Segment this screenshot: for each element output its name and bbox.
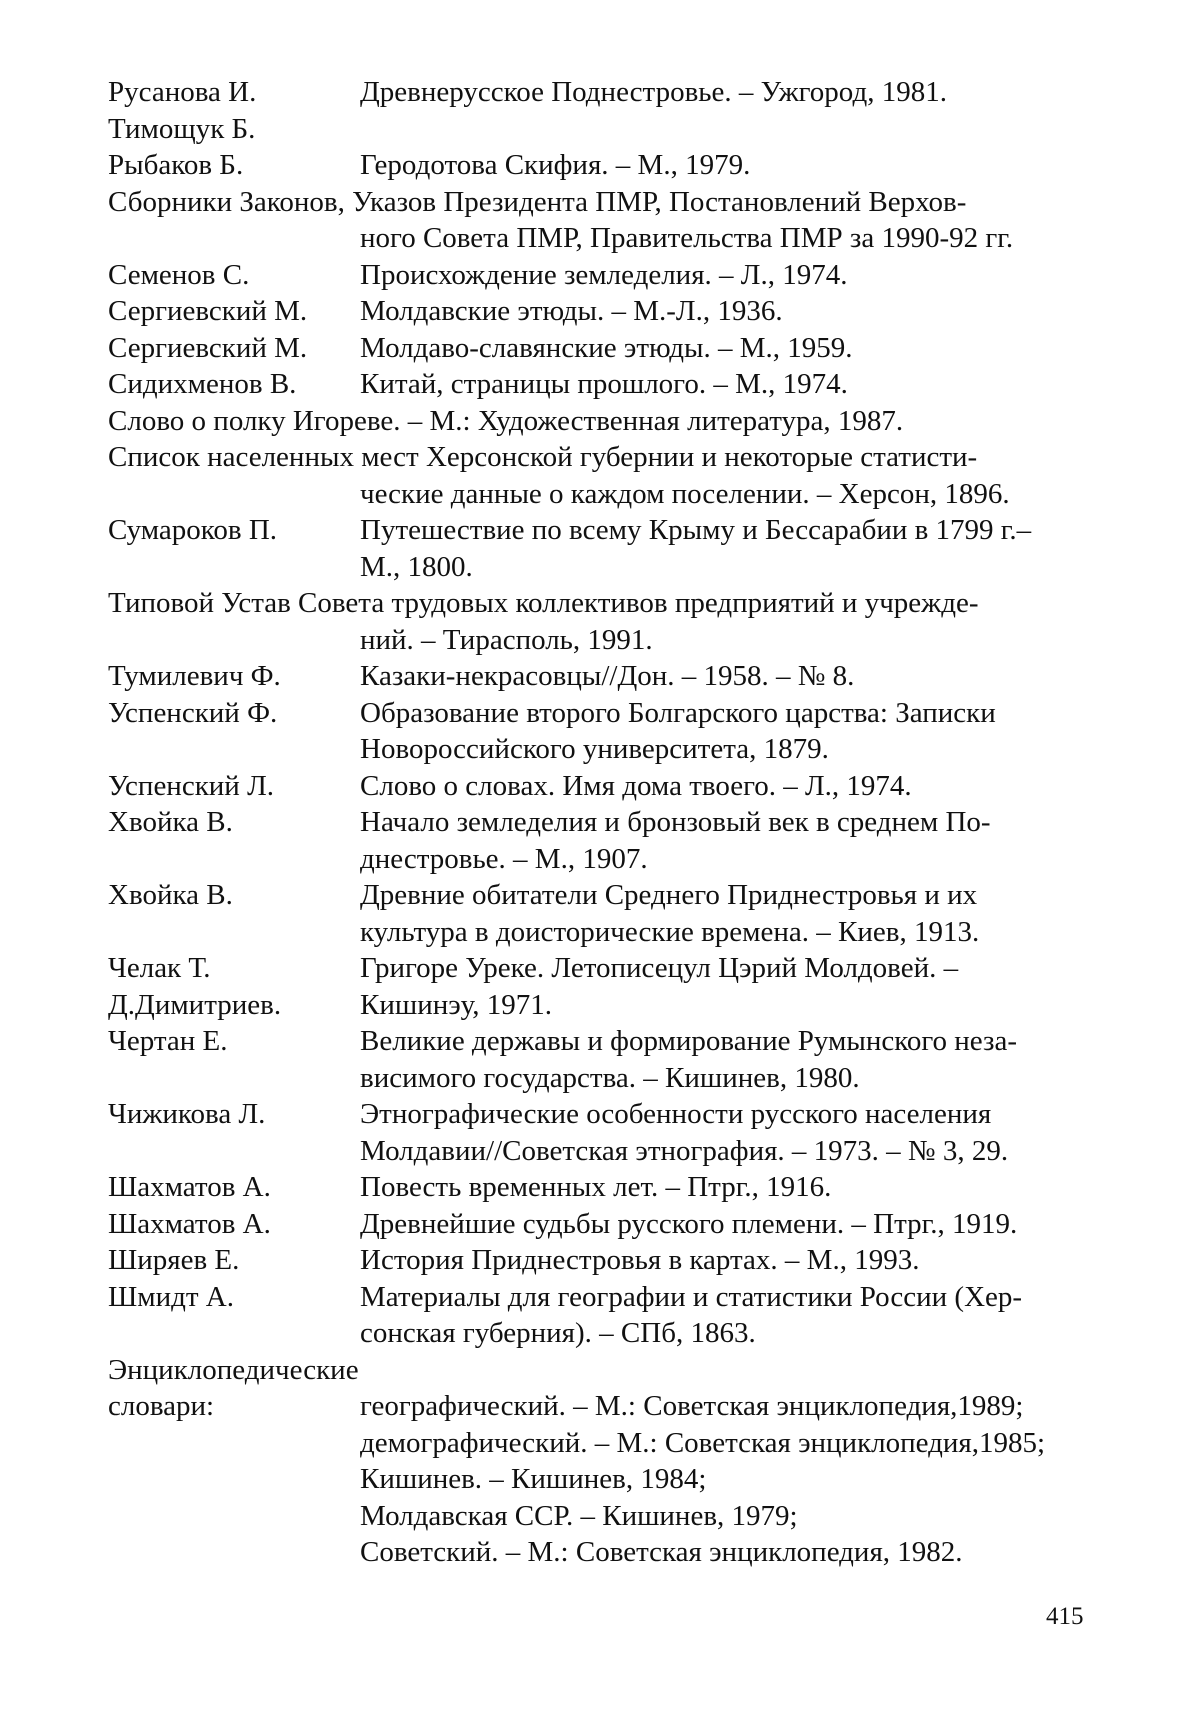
bibliography-entry-full	[108, 403, 1088, 440]
work-line: Повесть временных лет. – Птрг., 1916.	[360, 1171, 832, 1203]
work-line: демографический. – М.: Советская энциклопедия,1985;	[360, 1426, 1046, 1459]
entry-work	[360, 293, 1088, 330]
entry-first-line: Типовой Устав Совета трудовых коллективов предприятий и учрежде-	[108, 587, 979, 619]
bibliography-entry	[108, 1388, 1088, 1571]
work-line: Древнерусское Поднестровье. – Ужгород, 1981.	[360, 76, 947, 108]
entry-author: Рыбаков Б.	[108, 149, 244, 181]
entry-work	[360, 768, 1088, 805]
entry-work	[360, 1096, 1088, 1169]
work-line: Молдавские этюды. – М.-Л., 1936.	[360, 295, 783, 327]
entry-work	[360, 1242, 1088, 1279]
work-line: Материалы для географии и статистики России (Хер-	[360, 1280, 1023, 1313]
entry-author: Д.Димитриев.	[108, 988, 282, 1021]
work-line: Кишинэу, 1971.	[360, 988, 553, 1021]
entry-author: Сергиевский М.	[108, 295, 308, 327]
bibliography-entry	[108, 1169, 1088, 1206]
entry-work	[360, 1169, 1088, 1206]
work-line: географический. – М.: Советская энциклопедия,1989;	[360, 1390, 1024, 1422]
bibliography-entry	[108, 330, 1088, 367]
work-line: висимого государства. – Кишинев, 1980.	[360, 1061, 860, 1094]
entry-author: Челак Т.	[108, 952, 211, 984]
bibliography-entry	[108, 366, 1088, 403]
bibliography-entry	[108, 257, 1088, 294]
entry-work	[360, 512, 1088, 585]
work-line: Советский. – М.: Советская энциклопедия, 1982.	[360, 1536, 963, 1568]
work-line: М., 1800.	[360, 550, 473, 583]
entry-author: Ширяев Е.	[108, 1244, 240, 1276]
work-line: днестровье. – М., 1907.	[360, 842, 648, 875]
work-line: Древние обитатели Среднего Приднестровья и их	[360, 879, 978, 911]
entry-first-line: Сборники Законов, Указов Президента ПМР, Постановлений Верхов-	[108, 185, 967, 218]
entry-work	[360, 1388, 1088, 1571]
work-line: История Приднестровья в картах. – М., 1993.	[360, 1244, 920, 1276]
work-line: Происхождение земледелия. – Л., 1974.	[360, 258, 848, 291]
bibliography-entry	[108, 695, 1088, 768]
entry-author: Чертан Е.	[108, 1025, 228, 1057]
work-line: Молдавская ССР. – Кишинев, 1979;	[360, 1499, 798, 1532]
entry-author: Сергиевский М.	[108, 331, 308, 364]
bibliography-entry	[108, 950, 1088, 987]
work-line: Молдавии//Советская этнография. – 1973. – № 3, 29.	[360, 1134, 1009, 1167]
entry-author: Успенский Ф.	[108, 696, 278, 729]
work-line: Слово о словах. Имя дома твоего. – Л., 1974.	[360, 769, 912, 802]
work-line: Древнейшие судьбы русского племени. – Птрг., 1919.	[360, 1207, 1018, 1240]
entry-work	[360, 804, 1088, 877]
bibliography-entry	[108, 1242, 1088, 1279]
entry-continuation: ний. – Тирасполь, 1991.	[360, 623, 653, 656]
entry-work	[360, 695, 1088, 768]
work-line: Китай, страницы прошлого. – М., 1974.	[360, 368, 848, 400]
bibliography-entry	[108, 1206, 1088, 1243]
work-line: Образование второго Болгарского царства: Записки	[360, 696, 996, 729]
entry-work	[360, 987, 1088, 1024]
entry-work	[360, 1206, 1088, 1243]
entry-author: Русанова И.	[108, 76, 257, 108]
entry-work	[360, 950, 1088, 987]
work-line: Новороссийского университета, 1879.	[360, 733, 829, 765]
entry-work	[360, 658, 1088, 695]
entry-author: словари:	[108, 1390, 215, 1422]
bibliography-entry	[108, 768, 1088, 805]
entry-work	[360, 74, 1088, 111]
bibliography-entry	[108, 512, 1088, 585]
bibliography-entry	[108, 804, 1088, 877]
bibliography-entry	[108, 111, 1088, 148]
bibliography-entry	[108, 658, 1088, 695]
bibliography-entry	[108, 877, 1088, 950]
entry-author: Успенский Л.	[108, 769, 274, 802]
work-line: культура в доисторические времена. – Киев, 1913.	[360, 915, 980, 948]
entry-work	[360, 366, 1088, 403]
entry-work	[360, 877, 1088, 950]
page-number: 415	[1046, 1603, 1084, 1630]
entry-author: Хвойка В.	[108, 806, 233, 838]
entry-continuation: ного Совета ПМР, Правительства ПМР за 1990-92 гг.	[360, 222, 1014, 254]
bibliography-entry-full	[108, 585, 1088, 658]
bibliography-entry-full	[108, 1352, 1088, 1389]
entry-author: Шахматов А.	[108, 1171, 271, 1203]
entry-work	[360, 257, 1088, 294]
work-line: Этнографические особенности русского населения	[360, 1098, 992, 1130]
bibliography-entry	[108, 74, 1088, 111]
entry-work	[360, 1023, 1088, 1096]
bibliography-entry	[108, 987, 1088, 1024]
bibliography-entry-full	[108, 439, 1088, 512]
work-line: Григоре Уреке. Летописецул Цэрий Молдовей. –	[360, 952, 959, 984]
entry-first-line: Слово о полку Игореве. – М.: Художественная литература, 1987.	[108, 404, 904, 437]
work-line: Молдаво-славянские этюды. – М., 1959.	[360, 331, 853, 364]
bibliography-entry	[108, 147, 1088, 184]
entry-author: Шахматов А.	[108, 1207, 271, 1240]
work-line: Казаки-некрасовцы//Дон. – 1958. – № 8.	[360, 660, 855, 692]
bibliography-entry	[108, 1279, 1088, 1352]
entry-first-line: Энциклопедические	[108, 1353, 359, 1386]
bibliography-entry	[108, 1096, 1088, 1169]
work-line: Великие державы и формирование Румынского неза-	[360, 1025, 1017, 1057]
entry-author: Сидихменов В.	[108, 368, 297, 400]
entry-author: Тимощук Б.	[108, 112, 256, 145]
work-line: Путешествие по всему Крыму и Бессарабии в 1799 г.–	[360, 514, 1032, 546]
entry-first-line: Список населенных мест Херсонской губернии и некоторые статисти-	[108, 441, 978, 473]
entry-work	[360, 330, 1088, 367]
work-line: сонская губерния). – СПб, 1863.	[360, 1317, 756, 1349]
bibliography-entry	[108, 1023, 1088, 1096]
entry-work	[360, 111, 1088, 148]
bibliography-list	[108, 74, 1088, 1571]
entry-author: Чижикова Л.	[108, 1098, 266, 1130]
work-line: Начало земледелия и бронзовый век в среднем По-	[360, 806, 991, 838]
entry-continuation: ческие данные о каждом поселении. – Херсон, 1896.	[360, 477, 1010, 510]
work-line: Геродотова Скифия. – М., 1979.	[360, 149, 751, 181]
entry-author: Хвойка В.	[108, 879, 233, 911]
entry-author: Тумилевич Ф.	[108, 660, 281, 692]
entry-author: Шмидт А.	[108, 1280, 234, 1313]
bibliography-entry	[108, 293, 1088, 330]
entry-author: Сумароков П.	[108, 514, 278, 546]
entry-work	[360, 147, 1088, 184]
bibliography-entry-full	[108, 184, 1088, 257]
work-line: Кишинев. – Кишинев, 1984;	[360, 1463, 707, 1495]
entry-author: Семенов С.	[108, 258, 250, 291]
entry-work	[360, 1279, 1088, 1352]
